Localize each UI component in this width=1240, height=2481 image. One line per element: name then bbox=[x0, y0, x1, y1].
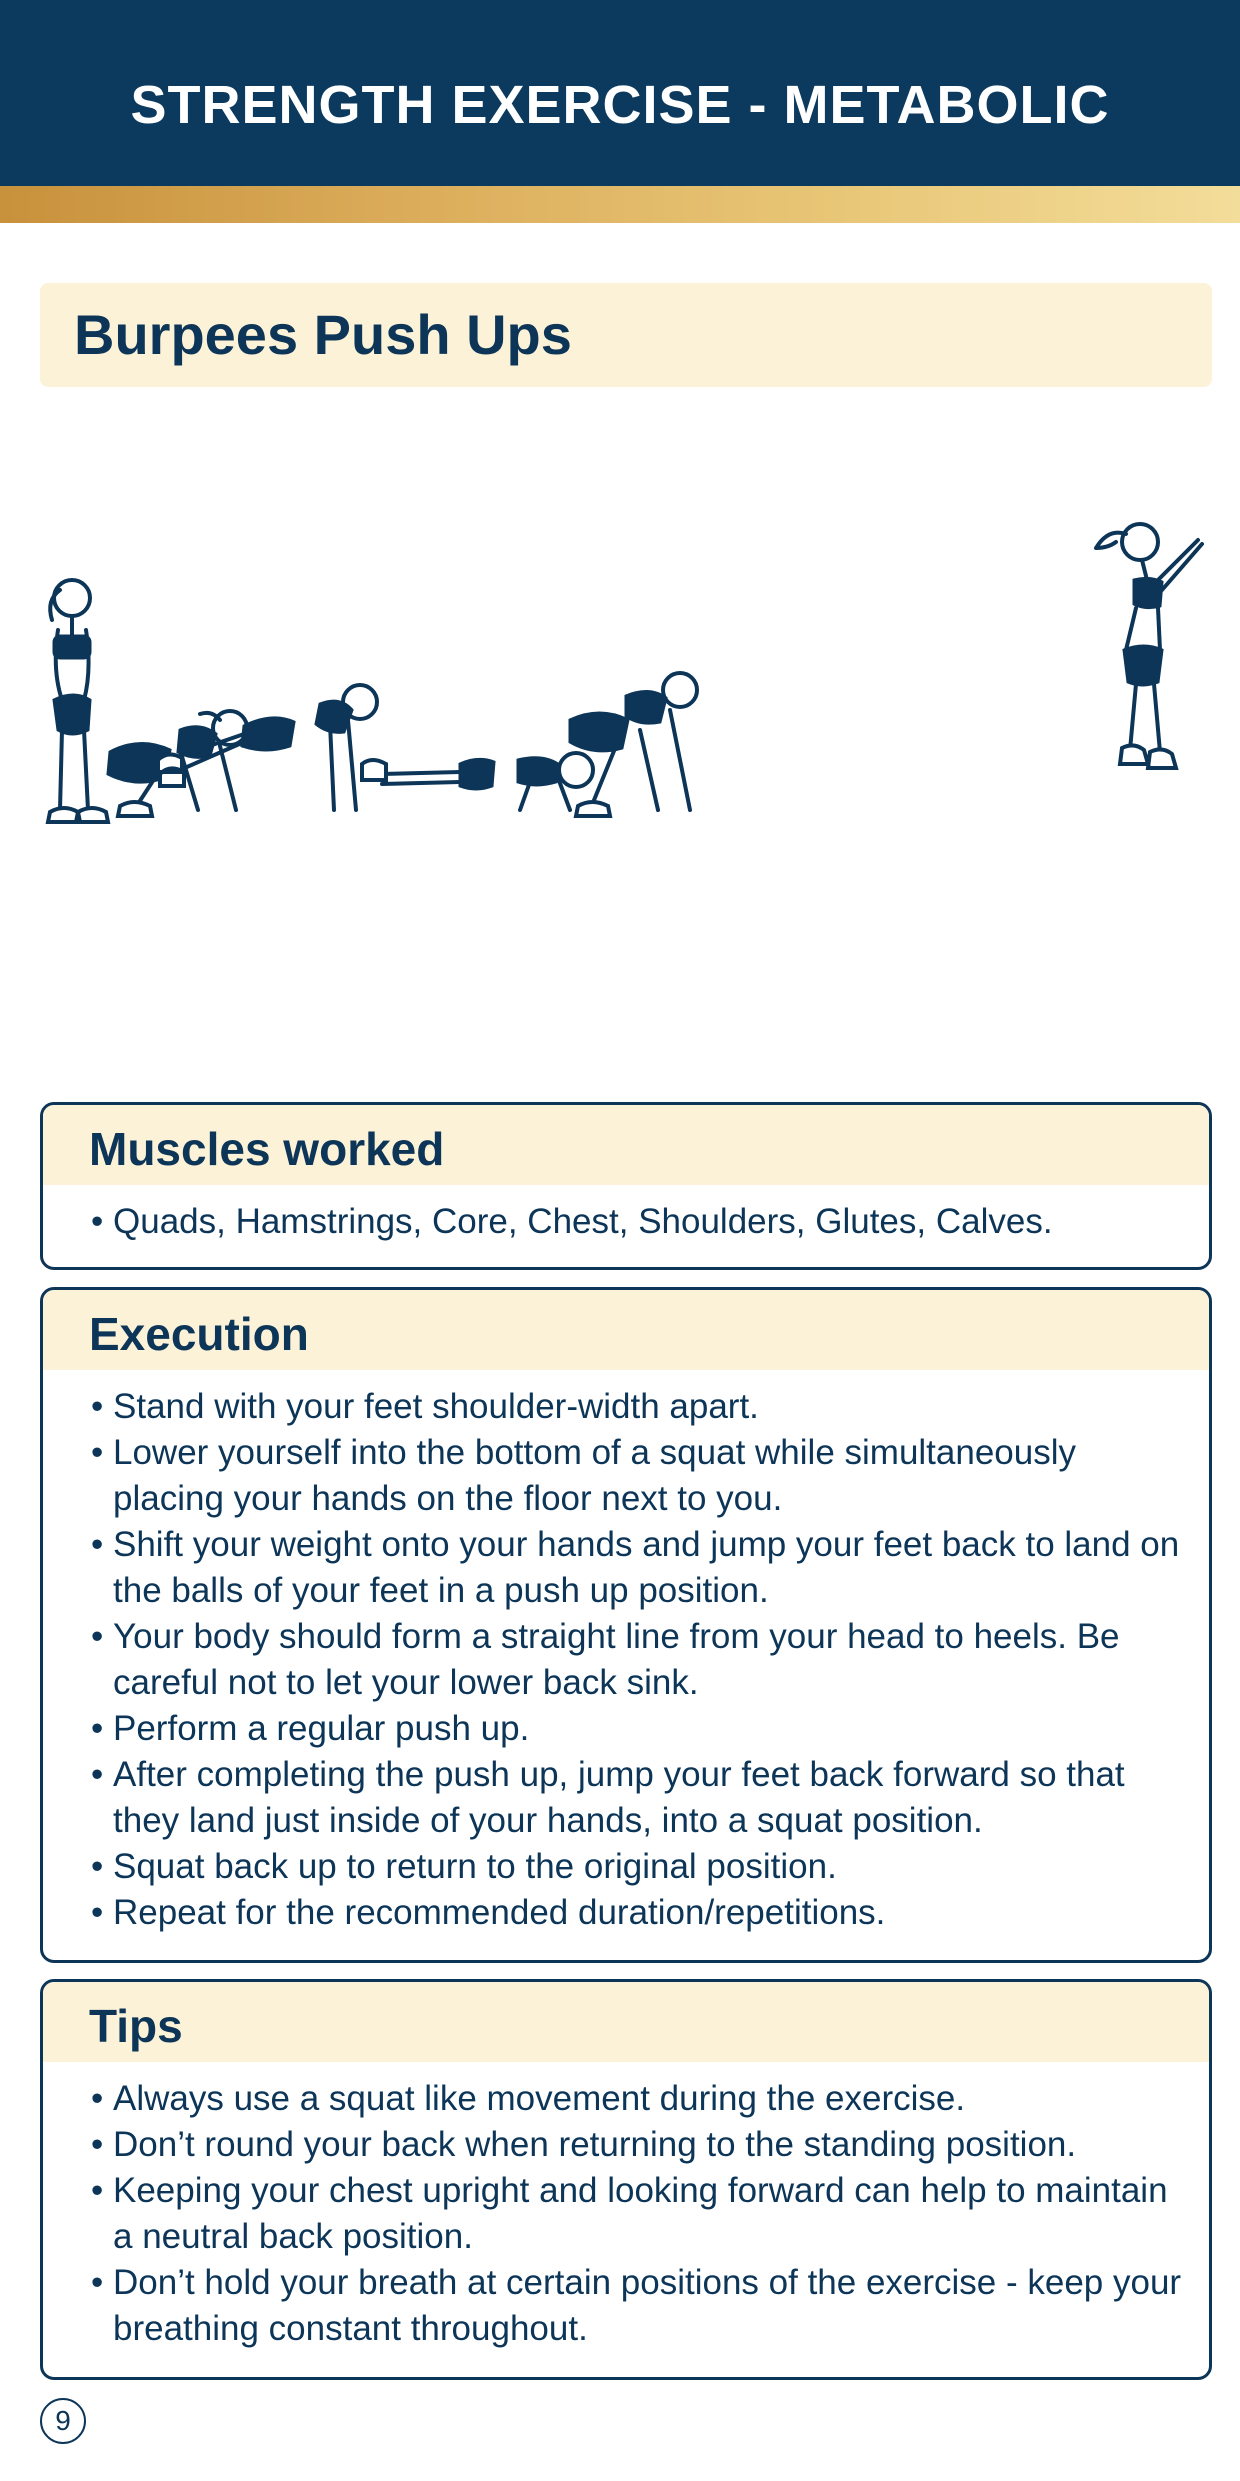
list-item: • Squat back up to return to the original position. bbox=[91, 1844, 1189, 1890]
figure-standing bbox=[48, 580, 108, 822]
list-item: • Lower yourself into the bottom of a squat while simultaneously placing your hands on the floor next to you. bbox=[91, 1430, 1189, 1522]
header-accent-band bbox=[0, 186, 1240, 223]
list-item: • Quads, Hamstrings, Core, Chest, Shoulders, Glutes, Calves. bbox=[91, 1199, 1189, 1245]
list-item: • Always use a squat like movement during the exercise. bbox=[91, 2076, 1189, 2122]
burpee-sequence-illustration bbox=[30, 520, 1220, 950]
page-number: 9 bbox=[40, 2398, 86, 2444]
figure-jump bbox=[1096, 524, 1202, 768]
muscles-worked-heading: Muscles worked bbox=[89, 1123, 445, 1175]
list-item: • Shift your weight onto your hands and jump your feet back to land on the balls of your feet in a push up position. bbox=[91, 1522, 1189, 1614]
list-item: • After completing the push up, jump your feet back forward so that they land just inside of your hands, into a squat position. bbox=[91, 1752, 1189, 1844]
tips-header bbox=[43, 1982, 1209, 2062]
tips-card bbox=[40, 1979, 1212, 2380]
execution-list bbox=[43, 1370, 1209, 1936]
figure-pushup bbox=[362, 753, 593, 810]
list-item: • Repeat for the recommended duration/repetitions. bbox=[91, 1890, 1189, 1936]
tips-heading: Tips bbox=[89, 2000, 183, 2052]
list-item: • Your body should form a straight line from your head to heels. Be careful not to let your lower back sink. bbox=[91, 1614, 1189, 1706]
exercise-title-box bbox=[40, 283, 1212, 387]
page-header bbox=[0, 0, 1240, 186]
execution-header bbox=[43, 1290, 1209, 1370]
exercise-title: Burpees Push Ups bbox=[74, 303, 572, 366]
list-item: • Perform a regular push up. bbox=[91, 1706, 1189, 1752]
list-item: • Stand with your feet shoulder-width apart. bbox=[91, 1384, 1189, 1430]
execution-heading: Execution bbox=[89, 1308, 309, 1360]
list-item: • Don’t round your back when returning to the standing position. bbox=[91, 2122, 1189, 2168]
muscles-worked-card bbox=[40, 1102, 1212, 1270]
muscles-worked-header bbox=[43, 1105, 1209, 1185]
figure-squat-return bbox=[570, 673, 697, 816]
muscles-worked-list bbox=[43, 1185, 1209, 1245]
execution-card bbox=[40, 1287, 1212, 1963]
tips-list bbox=[43, 2062, 1209, 2352]
list-item: • Keeping your chest upright and looking forward can help to maintain a neutral back position. bbox=[91, 2168, 1189, 2260]
section-title: STRENGTH EXERCISE - METABOLIC bbox=[130, 75, 1110, 135]
list-item: • Don’t hold your breath at certain positions of the exercise - keep your breathing constant throughout. bbox=[91, 2260, 1189, 2352]
